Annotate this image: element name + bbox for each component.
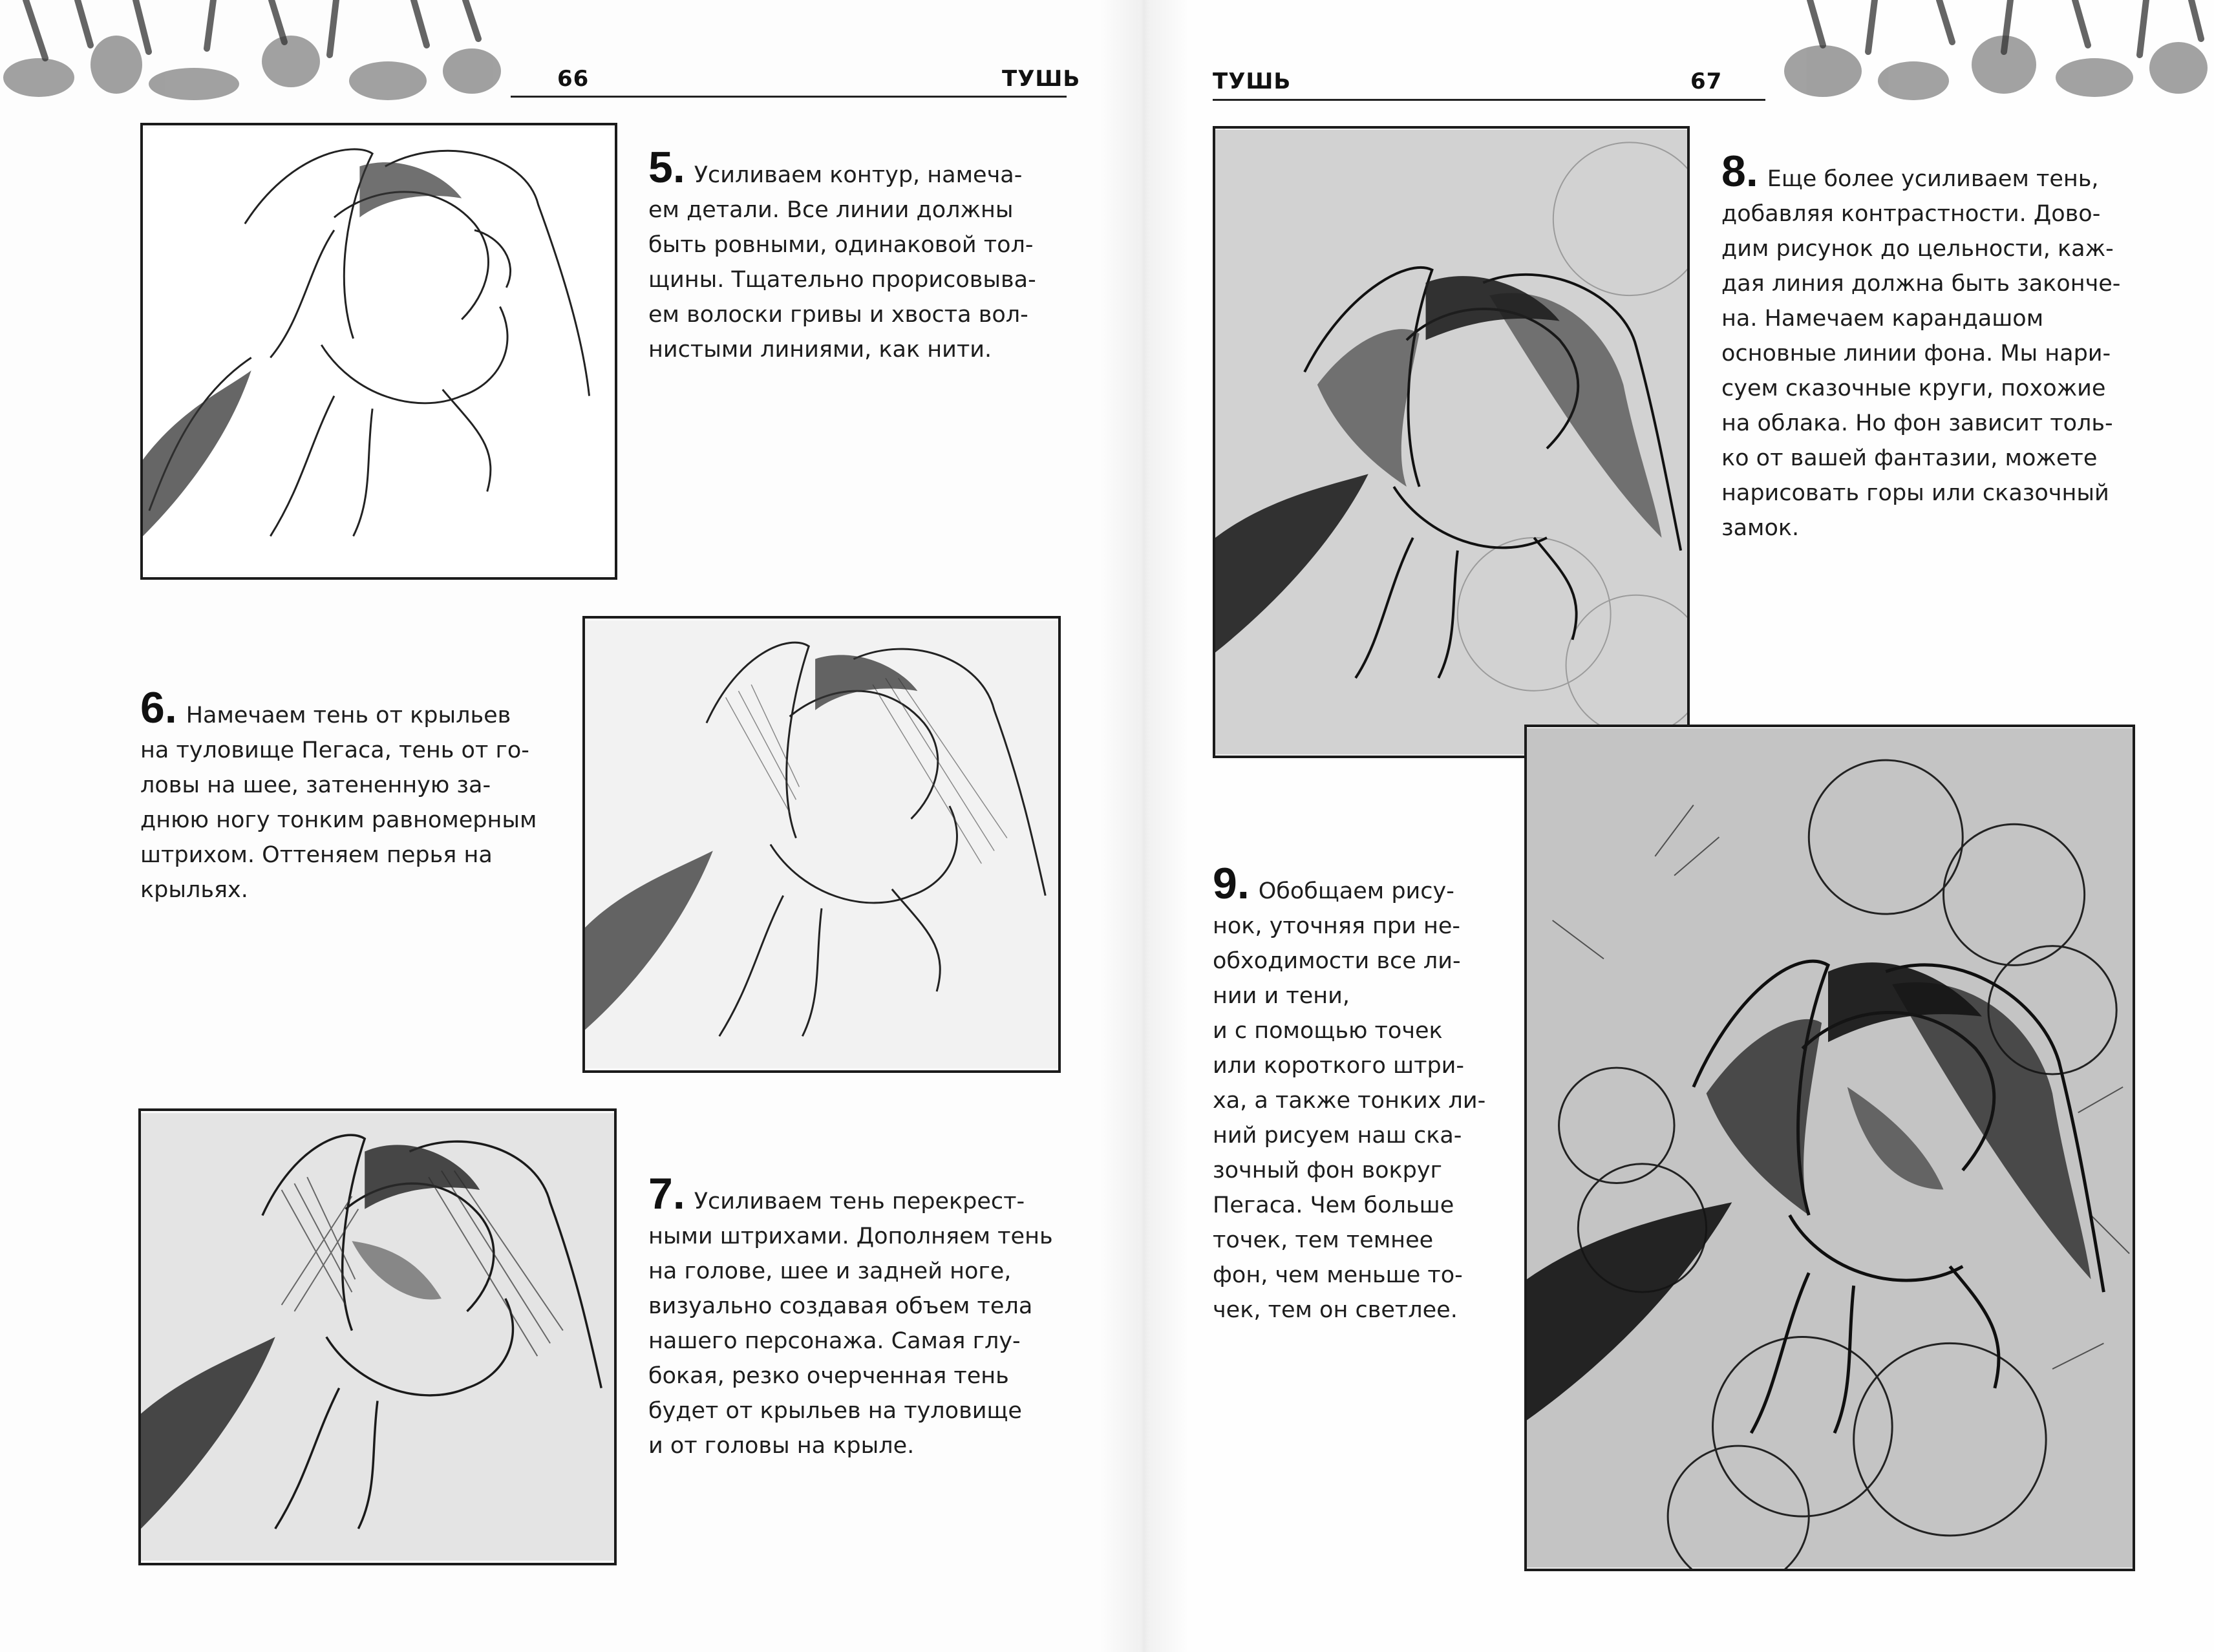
header-rule [511, 96, 1067, 98]
step-6-text: 6. Намечаем тень от крыльев на туловище Пегаса, тень от го- ловы на шее, затененную за- днюю ногу тонким равномерным штрихом. Оттеняем перья на крыльях. [140, 683, 537, 903]
illustration-step-9 [1524, 725, 2135, 1571]
section-title: ТУШЬ [1002, 66, 1081, 92]
right-page [1138, 0, 2214, 1652]
step-5-text: 5. Усиливаем контур, намеча- ем детали. Все линии должны быть ровными, одинаковой тол- щины. Тщательно прорисовыва- ем волоски гривы и хвоста вол- нистыми линиями, как нити. [648, 143, 1036, 363]
pegasus-sketch-contrast-icon [1215, 129, 1687, 756]
step-9-text: 9. Обобщаем рису- нок, уточняя при не- обходимости все ли- нии и тени, и с помощью точек или короткого штри- ха, а также тонких ли- ний рисуем наш ска- зочный фон вокруг Пегаса. Чем больше точек, тем темнее фон, чем меньше то- чек, тем он светлее. [1213, 859, 1486, 1323]
step-number: 6. [140, 683, 177, 732]
step-7-text: 7. Усиливаем тень перекрест- ными штрихами. Дополняем тень на голове, шее и задней ноге, визуально создавая объем тела нашего персонажа. Самая глу- бокая, резко очерченная тень будет от крыльев на туловище и от головы на крыле. [648, 1169, 1053, 1459]
brush-decoration-icon [0, 0, 517, 113]
illustration-step-6 [582, 616, 1061, 1073]
brush-decoration-icon [1778, 0, 2214, 113]
header-rule [1213, 99, 1765, 101]
section-title: ТУШЬ [1213, 69, 1292, 94]
step-number: 7. [648, 1169, 685, 1218]
pegasus-sketch-crosshatch-icon [141, 1111, 614, 1563]
illustration-step-7 [138, 1108, 617, 1565]
page-number: 66 [557, 66, 590, 92]
step-number: 8. [1721, 147, 1758, 196]
pegasus-sketch-final-dotted-icon [1527, 727, 2133, 1569]
pegasus-sketch-light-shading-icon [585, 619, 1058, 1070]
step-number: 9. [1213, 859, 1250, 908]
illustration-step-8 [1213, 126, 1690, 758]
step-number: 5. [648, 143, 685, 192]
illustration-step-5 [140, 123, 617, 580]
step-8-text: 8. Еще более усиливаем тень, добавляя контрастности. Дово- дим рисунок до цельности, каж- дая линия должна быть закончe- на. Намечаем карандашом основные линии фона. Мы нари- суем сказочные круги, похожие на облака. Но фон зависит толь- ко от вашей фантазии, можете нарисовать горы или сказочный замок. [1721, 147, 2121, 541]
page-number: 67 [1690, 69, 1723, 94]
pegasus-sketch-outline-icon [143, 125, 615, 577]
